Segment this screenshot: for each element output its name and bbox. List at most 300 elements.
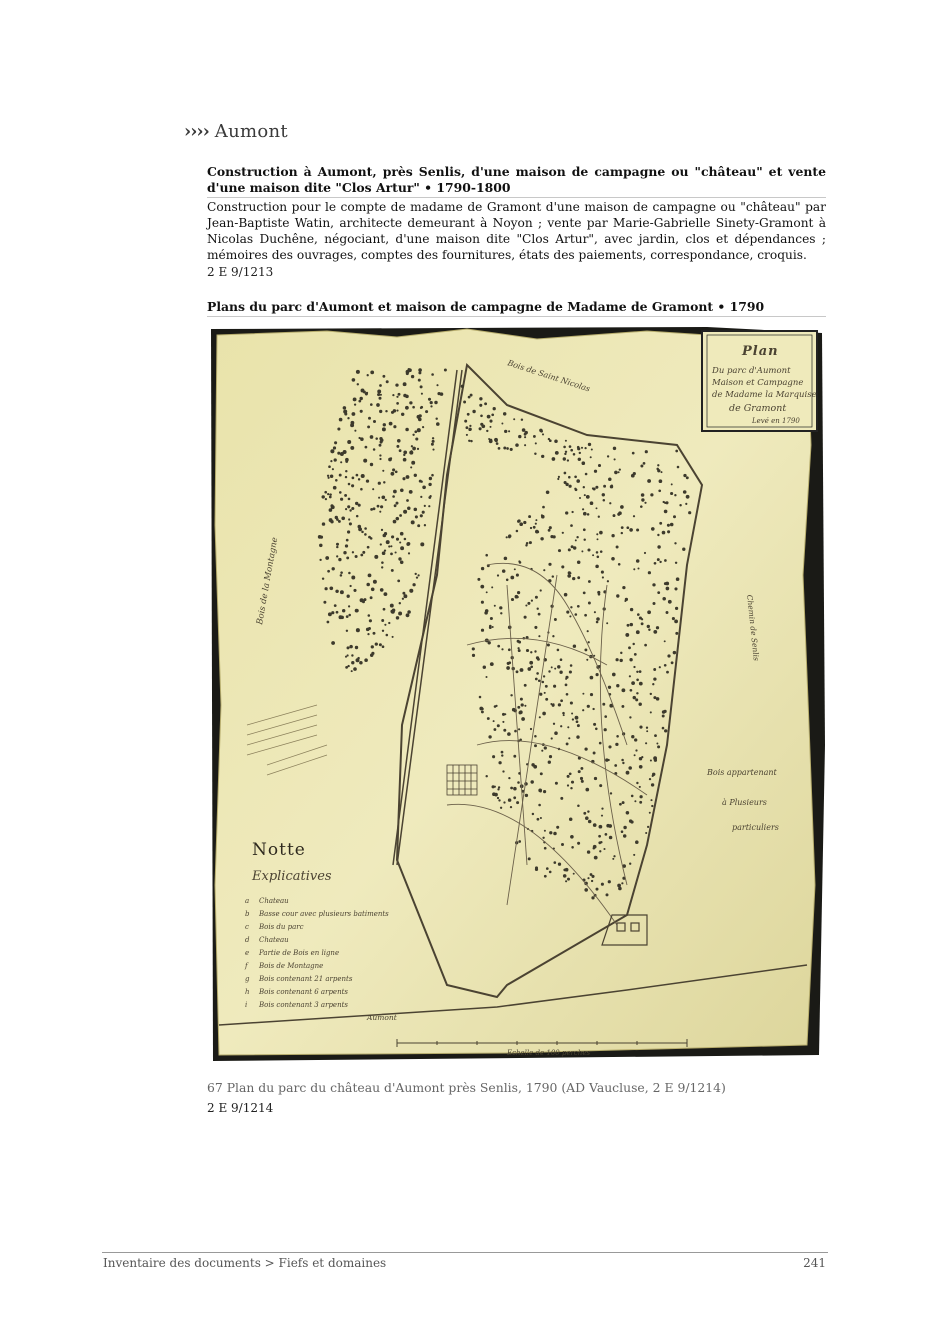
- tree-mark: [560, 725, 562, 727]
- tree-mark: [631, 795, 634, 798]
- tree-mark: [385, 499, 387, 501]
- tree-mark: [659, 479, 663, 483]
- tree-mark: [613, 855, 615, 857]
- tree-mark: [611, 484, 613, 486]
- tree-mark: [568, 737, 570, 739]
- tree-mark: [641, 618, 643, 620]
- tree-mark: [419, 480, 422, 483]
- tree-mark: [325, 498, 327, 500]
- entry-cote: 2 E 9/1214: [207, 1101, 274, 1115]
- tree-mark: [573, 873, 575, 875]
- tree-mark: [379, 511, 381, 513]
- tree-mark: [674, 587, 677, 590]
- tree-mark: [483, 665, 486, 668]
- tree-mark: [548, 563, 551, 566]
- tree-mark: [406, 613, 410, 617]
- tree-mark: [343, 406, 347, 410]
- tree-mark: [599, 825, 603, 829]
- tree-mark: [518, 560, 520, 562]
- tree-mark: [529, 541, 532, 544]
- tree-mark: [412, 434, 414, 436]
- tree-mark: [508, 661, 511, 664]
- tree-mark: [342, 609, 345, 612]
- tree-mark: [497, 797, 499, 799]
- tree-mark: [489, 439, 492, 442]
- tree-mark: [497, 645, 500, 648]
- tree-mark: [534, 744, 537, 747]
- tree-mark: [606, 622, 608, 624]
- tree-mark: [639, 670, 642, 673]
- tree-mark: [502, 569, 506, 573]
- tree-mark: [327, 570, 330, 573]
- tree-mark: [548, 438, 550, 440]
- tree-mark: [569, 485, 572, 488]
- tree-mark: [553, 832, 557, 836]
- tree-mark: [344, 494, 347, 497]
- tree-mark: [319, 544, 322, 547]
- tree-mark: [405, 428, 409, 432]
- tree-mark: [677, 466, 680, 469]
- tree-mark: [648, 629, 650, 631]
- tree-mark: [341, 516, 345, 520]
- tree-mark: [577, 576, 580, 579]
- tree-mark: [380, 543, 382, 545]
- tree-mark: [526, 649, 529, 652]
- tree-mark: [493, 720, 495, 722]
- tree-mark: [583, 812, 586, 815]
- tree-mark: [497, 724, 500, 727]
- tree-mark: [653, 668, 656, 671]
- tree-mark: [549, 831, 552, 834]
- tree-mark: [417, 415, 421, 419]
- tree-mark: [503, 447, 506, 450]
- tree-mark: [502, 721, 504, 723]
- tree-mark: [622, 801, 625, 804]
- tree-mark: [583, 538, 585, 540]
- tree-mark: [546, 491, 550, 495]
- tree-mark: [667, 654, 670, 657]
- tree-mark: [641, 498, 644, 501]
- tree-mark: [514, 730, 517, 733]
- legend-text: Chateau: [259, 897, 289, 905]
- tree-mark: [647, 610, 651, 614]
- tree-mark: [346, 539, 349, 542]
- tree-mark: [634, 754, 636, 756]
- legend-key: g: [245, 975, 250, 983]
- tree-mark: [667, 530, 670, 533]
- tree-mark: [584, 614, 587, 617]
- tree-mark: [607, 759, 609, 761]
- tree-mark: [645, 832, 647, 834]
- tree-mark: [564, 593, 568, 597]
- tree-mark: [481, 710, 484, 713]
- tree-mark: [557, 478, 559, 480]
- tree-mark: [325, 556, 329, 560]
- tree-mark: [666, 587, 670, 591]
- tree-mark: [674, 619, 678, 623]
- tree-mark: [542, 837, 544, 839]
- tree-mark: [653, 677, 656, 680]
- tree-mark: [518, 435, 521, 438]
- tree-mark: [548, 529, 551, 532]
- tree-mark: [358, 478, 360, 480]
- tree-mark: [379, 410, 382, 413]
- tree-mark: [393, 490, 397, 494]
- tree-mark: [530, 651, 532, 653]
- tree-mark: [364, 598, 367, 601]
- tree-mark: [566, 611, 569, 614]
- tree-mark: [469, 425, 471, 427]
- tree-mark: [533, 526, 536, 529]
- tree-mark: [466, 434, 468, 436]
- tree-mark: [392, 609, 395, 612]
- tree-mark: [339, 474, 342, 477]
- tree-mark: [652, 583, 655, 586]
- tree-mark: [368, 573, 372, 577]
- tree-mark: [360, 598, 364, 602]
- tree-mark: [656, 743, 658, 745]
- tree-mark: [612, 673, 616, 677]
- tree-mark: [567, 878, 570, 881]
- tree-mark: [633, 568, 635, 570]
- tree-mark: [414, 474, 417, 477]
- tree-mark: [358, 437, 360, 439]
- tree-mark: [621, 882, 623, 884]
- tree-mark: [508, 777, 510, 779]
- tree-mark: [359, 397, 362, 400]
- tree-mark: [422, 511, 425, 514]
- tree-mark: [384, 624, 386, 626]
- tree-mark: [625, 598, 628, 601]
- tree-mark: [405, 395, 409, 399]
- tree-mark: [503, 801, 505, 803]
- tree-mark: [664, 582, 667, 585]
- tree-mark: [371, 645, 374, 648]
- tree-mark: [567, 574, 571, 578]
- tree-mark: [424, 524, 426, 526]
- tree-mark: [525, 544, 527, 546]
- tree-mark: [636, 782, 638, 784]
- tree-mark: [580, 777, 583, 780]
- tree-mark: [538, 680, 541, 683]
- tree-mark: [468, 428, 471, 431]
- tree-mark: [422, 485, 426, 489]
- tree-mark: [498, 799, 500, 801]
- tree-mark: [504, 557, 508, 561]
- tree-mark: [498, 761, 501, 764]
- figure-caption: 67 Plan du parc du château d'Aumont près Senlis, 1790 (AD Vaucluse, 2 E 9/1214): [207, 1080, 726, 1095]
- tree-mark: [335, 590, 338, 593]
- tree-mark: [480, 423, 483, 426]
- tree-mark: [594, 856, 598, 860]
- tree-mark: [366, 479, 369, 482]
- tree-mark: [349, 585, 351, 587]
- tree-mark: [543, 675, 545, 677]
- tree-mark: [417, 428, 421, 432]
- tree-mark: [637, 567, 639, 569]
- tree-mark: [492, 755, 495, 758]
- tree-mark: [543, 569, 545, 571]
- tree-mark: [382, 630, 384, 632]
- tree-mark: [621, 759, 624, 762]
- tree-mark: [330, 460, 332, 462]
- tree-mark: [479, 397, 482, 400]
- tree-mark: [621, 526, 624, 529]
- tree-mark: [538, 613, 541, 616]
- tree-mark: [618, 471, 620, 473]
- tree-mark: [489, 420, 492, 423]
- tree-mark: [569, 772, 572, 775]
- tree-mark: [569, 818, 573, 822]
- tree-mark: [552, 575, 554, 577]
- tree-mark: [440, 392, 444, 396]
- tree-mark: [570, 664, 573, 667]
- tree-mark: [332, 567, 335, 570]
- tree-mark: [510, 694, 512, 696]
- tree-mark: [672, 617, 675, 620]
- tree-mark: [629, 528, 633, 532]
- tree-mark: [558, 703, 561, 706]
- tree-mark: [606, 893, 609, 896]
- tree-mark: [369, 619, 372, 622]
- tree-mark: [601, 815, 603, 817]
- tree-mark: [530, 527, 532, 529]
- tree-mark: [404, 538, 407, 541]
- tree-mark: [616, 594, 619, 597]
- tree-mark: [534, 452, 536, 454]
- tree-mark: [641, 756, 643, 758]
- tree-mark: [583, 592, 586, 595]
- tree-mark: [466, 426, 469, 429]
- page-number: 241: [803, 1256, 826, 1270]
- tree-mark: [411, 375, 414, 378]
- tree-mark: [591, 448, 593, 450]
- tree-mark: [527, 602, 530, 605]
- tree-mark: [577, 805, 580, 808]
- tree-mark: [675, 562, 677, 564]
- tree-mark: [525, 604, 527, 606]
- tree-mark: [324, 587, 327, 590]
- tree-mark: [629, 863, 631, 865]
- tree-mark: [623, 826, 626, 829]
- tree-mark: [398, 557, 401, 560]
- tree-mark: [686, 495, 690, 499]
- tree-mark: [575, 716, 579, 720]
- tree-mark: [602, 703, 605, 706]
- tree-mark: [514, 568, 516, 570]
- tree-mark: [348, 498, 351, 501]
- tree-mark: [430, 405, 432, 407]
- tree-mark: [670, 492, 673, 495]
- tree-mark: [481, 601, 484, 604]
- tree-mark: [334, 458, 337, 461]
- tree-mark: [379, 397, 382, 400]
- tree-mark: [546, 867, 549, 870]
- tree-mark: [504, 713, 506, 715]
- tree-mark: [565, 511, 568, 514]
- tree-mark: [653, 602, 656, 605]
- tree-mark: [379, 643, 382, 646]
- tree-mark: [652, 775, 654, 777]
- tree-mark: [593, 723, 596, 726]
- tree-mark: [350, 423, 354, 427]
- tree-mark: [654, 759, 657, 762]
- tree-mark: [631, 681, 635, 685]
- tree-mark: [392, 394, 394, 396]
- tree-mark: [591, 896, 594, 899]
- tree-mark: [657, 745, 660, 748]
- tree-mark: [464, 420, 467, 423]
- tree-mark: [501, 751, 504, 754]
- tree-mark: [576, 735, 579, 738]
- tree-mark: [351, 507, 354, 510]
- tree-mark: [598, 464, 601, 467]
- tree-mark: [364, 658, 368, 662]
- tree-mark: [487, 717, 490, 720]
- tree-mark: [400, 546, 404, 550]
- tree-mark: [356, 628, 360, 632]
- tree-mark: [531, 763, 534, 766]
- tree-mark: [635, 749, 637, 751]
- legend-text: Bois de Montagne: [259, 962, 324, 970]
- tree-mark: [379, 458, 381, 460]
- tree-mark: [666, 611, 669, 614]
- tree-mark: [570, 787, 572, 789]
- tree-mark: [662, 597, 666, 601]
- tree-mark: [587, 548, 590, 551]
- footer-divider: [102, 1252, 828, 1253]
- tree-mark: [647, 625, 650, 628]
- tree-mark: [468, 440, 470, 442]
- legend-key: i: [245, 1001, 248, 1009]
- tree-mark: [358, 527, 362, 531]
- tree-mark: [633, 472, 636, 475]
- tree-mark: [557, 649, 560, 652]
- tree-mark: [345, 476, 347, 478]
- tree-mark: [491, 413, 494, 416]
- tree-mark: [582, 693, 584, 695]
- tree-mark: [510, 806, 512, 808]
- tree-mark: [435, 417, 437, 419]
- tree-mark: [517, 640, 520, 643]
- tree-mark: [383, 423, 386, 426]
- tree-mark: [472, 410, 475, 413]
- tree-mark: [636, 692, 638, 694]
- tree-mark: [468, 396, 471, 399]
- tree-mark: [628, 646, 631, 649]
- tree-mark: [585, 816, 589, 820]
- tree-mark: [347, 646, 350, 649]
- tree-mark: [380, 440, 383, 443]
- tree-mark: [649, 812, 651, 814]
- tree-mark: [343, 551, 346, 554]
- tree-mark: [542, 712, 546, 716]
- tree-mark: [508, 648, 511, 651]
- tree-mark: [400, 489, 404, 493]
- tree-mark: [595, 565, 599, 569]
- tree-mark: [330, 474, 334, 478]
- tree-mark: [444, 369, 447, 372]
- tree-mark: [498, 786, 500, 788]
- tree-mark: [431, 474, 434, 477]
- tree-mark: [682, 548, 685, 551]
- tree-mark: [564, 453, 566, 455]
- tree-mark: [551, 666, 553, 668]
- legend-text: Bois contenant 21 arpents: [259, 975, 353, 983]
- tree-mark: [662, 715, 665, 718]
- tree-mark: [399, 514, 402, 517]
- tree-mark: [617, 513, 620, 516]
- tree-mark: [388, 622, 390, 624]
- tree-mark: [396, 445, 399, 448]
- tree-mark: [409, 401, 412, 404]
- tree-mark: [609, 502, 611, 504]
- tree-mark: [399, 541, 401, 543]
- tree-mark: [661, 471, 663, 473]
- tree-mark: [400, 561, 404, 565]
- tree-mark: [393, 520, 397, 524]
- tree-mark: [567, 784, 569, 786]
- tree-mark: [488, 735, 491, 738]
- tree-mark: [401, 413, 404, 416]
- tree-mark: [587, 850, 590, 853]
- tree-mark: [596, 673, 599, 676]
- tree-mark: [524, 431, 527, 434]
- tree-mark: [664, 510, 668, 514]
- tree-mark: [370, 371, 374, 375]
- tree-mark: [570, 524, 573, 527]
- tree-mark: [353, 667, 357, 671]
- tree-mark: [337, 427, 340, 430]
- tree-mark: [346, 556, 349, 559]
- tree-mark: [593, 752, 596, 755]
- tree-mark: [657, 591, 660, 594]
- tree-mark: [675, 607, 678, 610]
- tree-mark: [553, 861, 556, 864]
- tree-mark: [403, 382, 407, 386]
- tree-mark: [477, 578, 480, 581]
- tree-mark: [379, 454, 381, 456]
- tree-mark: [502, 770, 504, 772]
- tree-mark: [395, 470, 398, 473]
- tree-mark: [541, 750, 543, 752]
- tree-mark: [667, 524, 670, 527]
- tree-mark: [542, 506, 545, 509]
- tree-mark: [530, 780, 533, 783]
- tree-mark: [379, 444, 382, 447]
- tree-mark: [653, 696, 656, 699]
- tree-mark: [639, 801, 642, 804]
- tree-mark: [588, 820, 592, 824]
- tree-mark: [570, 835, 574, 839]
- tree-mark: [558, 549, 561, 552]
- label-echelle: Echelle de 100 perches: [507, 1049, 591, 1057]
- legend-text: Bois contenant 6 arpents: [259, 988, 348, 996]
- legend-text: Bois contenant 3 arpents: [259, 1001, 348, 1009]
- tree-mark: [330, 520, 333, 523]
- tree-mark: [329, 493, 332, 496]
- tree-mark: [490, 426, 492, 428]
- tree-mark: [650, 759, 652, 761]
- tree-mark: [584, 888, 588, 892]
- tree-mark: [408, 368, 412, 372]
- tree-mark: [406, 475, 410, 479]
- tree-mark: [517, 591, 520, 594]
- tree-mark: [663, 501, 665, 503]
- tree-mark: [620, 505, 624, 509]
- entry-title: Plans du parc d'Aumont et maison de campagne de Madame de Gramont • 1790: [207, 299, 826, 317]
- tree-mark: [607, 455, 609, 457]
